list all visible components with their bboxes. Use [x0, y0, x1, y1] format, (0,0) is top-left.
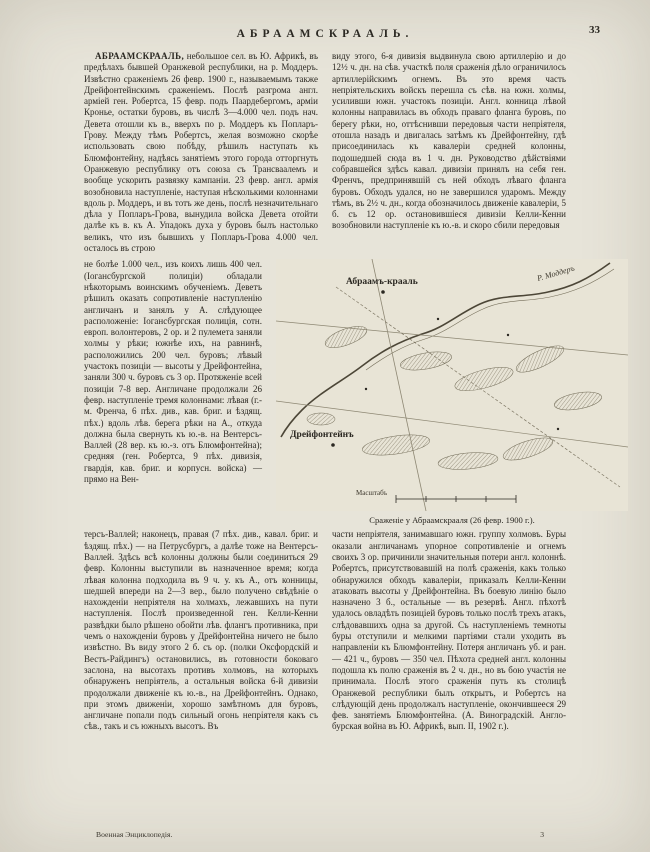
footer-signature-number: 3: [540, 830, 544, 839]
page-footer: [84, 830, 566, 839]
footer-publication-title: Военная Энциклопедія.: [96, 830, 173, 839]
left-column-beside-map: не болѣе 1.000 чел., изъ коихъ лишь 400 чел. (Іогансбургской полиціи) обладали нѣкоторымъ воинскимъ обученіемъ. Деветъ рѣшилъ оказать сопротивленіе наступленію англичанъ и занялъ у А. слѣдующее расположеніе: Іогансбургская полиція, сотн. европ. волонтеровъ, 2 ор. и 2 пулемета заняли холмы у рѣки; южнѣе ихъ, на равнинѣ, расположились 200 чел. буровъ; лѣвый участокъ позиціи — высоты у Дрейфонтейна, заняли 300 ч. буровъ съ 3 ор. Протяженіе всей позиціи 7-8 вер. Англичане продолжали 26 февр. наступленіе тремя колоннами: лѣвая (г.-м. Френча, 6 пѣх. див., кав. бриг. и ѣздящ. пѣх.) вдоль лѣв. берега рѣки на А., откуда должна была свернуть къ ю.-в. на Вентерсъ-Валлей (28 вер. къ ю.-з. отъ Блюмфонтейна); средняя (ген. Робертса, 9 пѣх. дивизія, гвардія, кав. бриг. и корпусн. войска) — прямо на Вен-: [84, 259, 262, 484]
map-label-river-modder: Р. Моддеръ: [536, 264, 576, 284]
map-label-abraamskraal: Абраамъ-крааль: [346, 277, 418, 288]
map-label-dreifontein: Дрейфонтейнъ: [290, 430, 354, 441]
left-top-text: небольшое сел. въ Ю. Африкѣ, въ предѣлахъ бывшей Оранжевой республики, на р. Моддеръ. Извѣстно сраженіемъ 26 февр. 1900 г., называемымъ также Дрейфонтейнскимъ сраженіемъ. Послѣ разгрома англ. арміей ген. Робертса, 15 февр. подъ Паардебергомъ, арміи Кронье, остатки буровъ, въ числѣ 3—4.000 чел. подъ нач. Девета отошли къ в., вверхъ по р. Моддеръ къ Попларъ-Грову. Между тѣмъ Робертсъ, желая возможно скорѣе использовать свою побѣду, рѣшилъ наступать къ Блюмфонтейну, надѣясь занятіемъ этого города отторгнуть Оранжевую республику отъ союза съ Трансваалемъ и вообще ускорить развязку кампаніи. 23 февр. англ. армія возобновила наступленіе, наступая нѣсколькими колоннами вдоль р. Моддеръ, и въ тотъ же день, послѣ незначительнаго дѣла у Попларъ-Грова, вынудила войска Девета отойти далѣе къ в. къ А. Упадокъ духа у буровъ былъ настолько великъ, что изъ бывшихъ у Попларъ-Грова 4.000 чел. осталось въ строю: [84, 51, 319, 254]
left-column-top: [84, 51, 318, 254]
right-column-top: виду этого, 6-я дивизія выдвинула свою артиллерію и до 12½ ч. дн. на сѣв. участкѣ поля сраженія дѣло ограничилось артиллерійскимъ огнемъ. Въ это время часть непріятельскихъ войскъ перешла съ сѣв. на южн. холмы, усиливши южн. участокъ позиціи. Англ. конница лѣвой колонны направилась въ обходъ праваго фланга буровъ, по берегу рѣки, но, оттѣснивши передовыя части непріятеля, отошла назадъ и двигалась затѣмъ къ Дрейфонтейну, гдѣ присоединилась къ кавалеріи средней колонны, подошедшей сюда въ 1 ч. дн. Руководство дѣйствіями собравшейся здѣсь кавал. дивизіи принялъ на себя ген. Френчъ, предпринявшій съ ней обходъ лѣваго фланга буровъ. Обходъ удался, но не завершился ударомъ. Между тѣмъ, въ 2½ ч. дн., когда обозначилось движеніе кавалеріи, 5 б. съ 12 ор. остановившіеся дивизіи Келли-Кенни возобновили наступленіе къ ю.-в. и скоро сбили передовыя: [332, 51, 566, 231]
top-text-row: [84, 51, 566, 254]
page-number: 33: [589, 24, 600, 36]
battle-map: [276, 259, 628, 511]
entry-headword: АБРААМСКРААЛЬ,: [95, 51, 185, 61]
bottom-text-row: [84, 529, 566, 732]
map-row: [84, 259, 576, 526]
right-column-bottom: части непріятеля, занимавшаго южн. группу холмовъ. Буры оказали англичанамъ упорное сопротивленіе и огнемъ своихъ 3 ор. причинили значительныя потери англ. колоннѣ. Робертсъ, присутствовавшій на полѣ сраженія, какъ только обнаружился обходъ кавалеріи, приказалъ Келли-Кенни атаковать высоты у Дрейфонтейна. Въ боевую линію было назначено 3 б., остальные — въ резервѣ. Англ. пѣхотѣ удалось овладѣть позиціей буровъ только послѣ трехъ атакъ, слѣдовавшихъ одна за другой. Съ наступленіемъ темноты буры отступили и мелкими партіями стали уходить въ направленіи къ Блюмфонтейну. Потеря англичанъ уб. и ран. — 421 ч., буровъ — 350 чел. Пѣхота средней англ. колонны подошла къ полю сраженія въ 2 ч. дн., но въ бою участія не принимала. Послѣ этого сраженія путь къ столицѣ Оранжевой республики былъ открытъ, и Робертсъ на слѣдующій день продолжалъ наступленіе, окончившееся 29 фев. занятіемъ Блюмфонтейна. (А. Виноградскій. Англо-бурская война въ Ю. Африкѣ, вып. II, 1902 г.).: [332, 529, 566, 732]
article-content: [84, 51, 576, 733]
running-title: АБРААМСКРААЛЬ.: [236, 28, 414, 40]
map-label-scale: Масштабъ: [356, 489, 388, 498]
running-head: [84, 24, 600, 40]
battle-map-figure: [276, 259, 628, 525]
left-column-bottom: терсъ-Валлей; наконецъ, правая (7 пѣх. див., кавал. бриг. и ѣздящ. пѣх.) — на Петрусбургъ, а далѣе тоже на Вентерсъ-Валлей. Здѣсь всѣ колонны должны были соединиться 29 февр. Колонны выступили въ назначенное время; когда лѣвая колонна подходила въ 9 ч. у. къ А., отъ конницы, шедшей впереди на 2—3 вер., было получено свѣдѣніе о нахожденіи непріятеля на холмахъ, лежавшихъ на пути наступленія. Послѣ произведенной ген. Келли-Кенни развѣдки было рѣшено обойти лѣв. флангъ противника, при чемъ о нахожденіи буровъ у Дрейфонтейна ничего не было извѣстно. Въ виду этого 2 б. съ ор. (полки Оксфордскій и Вестъ-Райдингъ) остановились, въ готовности боковаго заслона, на высотахъ противъ холмовъ, на которыхъ обнаруженъ непріятель, а остальныя войска 6-й дивизіи продолжали движеніе къ ю.-в., на Дрейфонтейнъ. Однако, при этомъ движеніи, хорошо замѣтномъ для буровъ, англичане попали подъ сильный огонь непріятеля какъ съ сѣв., такъ и съ южныхъ высотъ. Въ: [84, 529, 318, 732]
map-caption: Сраженіе у Абраамскрааля (26 февр. 1900 г.).: [369, 515, 535, 526]
map-background: [276, 259, 628, 511]
